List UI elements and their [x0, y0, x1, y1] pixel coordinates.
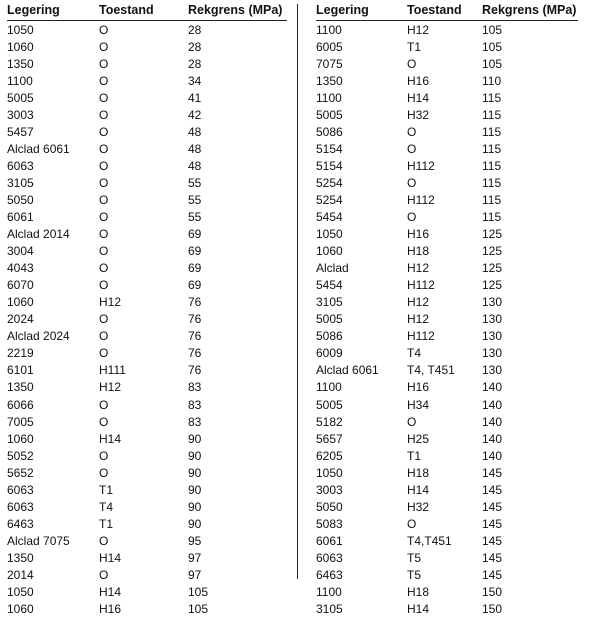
table-row — [7, 294, 287, 311]
cell-rekgrens: 140 — [482, 379, 502, 396]
cell-rekgrens: 145 — [482, 533, 502, 550]
cell-toestand: O — [99, 124, 108, 141]
cell-rekgrens: 115 — [482, 175, 501, 192]
cell-legering: 7075 — [316, 56, 343, 73]
cell-toestand: O — [99, 448, 108, 465]
cell-toestand: H18 — [407, 584, 429, 601]
table-row — [316, 379, 578, 396]
cell-legering: 1050 — [316, 465, 343, 482]
table-row — [7, 73, 287, 90]
cell-legering: 5005 — [316, 311, 343, 328]
cell-toestand: O — [99, 192, 108, 209]
cell-rekgrens: 28 — [188, 39, 201, 56]
cell-toestand: H112 — [407, 277, 435, 294]
cell-legering: 1050 — [316, 226, 343, 243]
table-row — [7, 567, 287, 584]
table-row — [316, 482, 578, 499]
table-row — [316, 243, 578, 260]
cell-rekgrens: 125 — [482, 226, 502, 243]
cell-toestand: O — [99, 243, 108, 260]
cell-legering: 1050 — [7, 22, 34, 39]
table-row — [316, 22, 578, 39]
cell-legering: 6005 — [316, 39, 343, 56]
cell-legering: 5005 — [7, 90, 34, 107]
table-row — [316, 209, 578, 226]
table-row — [316, 141, 578, 158]
table-row — [316, 107, 578, 124]
cell-rekgrens: 105 — [188, 601, 208, 618]
cell-legering: 1100 — [7, 73, 33, 90]
cell-legering: 5254 — [316, 175, 343, 192]
cell-legering: 6066 — [7, 397, 34, 414]
cell-toestand: O — [407, 209, 416, 226]
table-row — [316, 499, 578, 516]
table-row — [7, 345, 287, 362]
table-header — [7, 2, 287, 20]
cell-legering: 6061 — [316, 533, 343, 550]
cell-legering: 1350 — [7, 379, 34, 396]
cell-rekgrens: 150 — [482, 584, 502, 601]
cell-rekgrens: 115 — [482, 141, 501, 158]
cell-legering: 5657 — [316, 431, 343, 448]
cell-rekgrens: 90 — [188, 431, 201, 448]
table-row — [7, 362, 287, 379]
cell-rekgrens: 90 — [188, 516, 201, 533]
cell-rekgrens: 145 — [482, 482, 502, 499]
table-row — [316, 175, 578, 192]
cell-rekgrens: 145 — [482, 465, 502, 482]
cell-toestand: H14 — [99, 431, 121, 448]
table-row — [316, 533, 578, 550]
cell-rekgrens: 48 — [188, 158, 201, 175]
cell-toestand: T1 — [407, 39, 421, 56]
cell-legering: 5254 — [316, 192, 343, 209]
cell-legering: 3003 — [316, 482, 343, 499]
cell-legering: 5454 — [316, 209, 343, 226]
table-row — [7, 141, 287, 158]
table-row — [316, 448, 578, 465]
cell-rekgrens: 83 — [188, 414, 201, 431]
cell-legering: 5005 — [316, 397, 343, 414]
cell-legering: Alclad 2024 — [7, 328, 70, 345]
cell-legering: 4043 — [7, 260, 34, 277]
cell-legering: 5454 — [316, 277, 343, 294]
cell-legering: 3003 — [7, 107, 34, 124]
cell-toestand: T1 — [407, 448, 421, 465]
cell-toestand: H14 — [407, 601, 429, 618]
cell-legering: 2219 — [7, 345, 34, 362]
cell-toestand: H12 — [99, 379, 121, 396]
table-row — [7, 209, 287, 226]
cell-rekgrens: 28 — [188, 22, 201, 39]
table-row — [316, 56, 578, 73]
cell-toestand: H25 — [407, 431, 429, 448]
cell-toestand: H112 — [407, 158, 435, 175]
table-row — [316, 345, 578, 362]
cell-rekgrens: 69 — [188, 260, 201, 277]
cell-toestand: O — [99, 226, 108, 243]
cell-toestand: O — [99, 158, 108, 175]
table-row — [7, 550, 287, 567]
table-row — [7, 328, 287, 345]
table-row — [7, 124, 287, 141]
cell-rekgrens: 115 — [482, 158, 501, 175]
cell-legering: 6205 — [316, 448, 343, 465]
cell-rekgrens: 76 — [188, 328, 201, 345]
table-row — [7, 431, 287, 448]
cell-rekgrens: 140 — [482, 414, 502, 431]
cell-toestand: O — [99, 209, 108, 226]
cell-rekgrens: 140 — [482, 448, 502, 465]
cell-rekgrens: 115 — [482, 209, 501, 226]
cell-legering: 1060 — [7, 431, 34, 448]
cell-legering: 3105 — [7, 175, 34, 192]
table-row — [7, 90, 287, 107]
table-row — [316, 294, 578, 311]
cell-toestand: O — [99, 328, 108, 345]
cell-toestand: H12 — [407, 311, 429, 328]
left-table — [7, 2, 287, 618]
cell-rekgrens: 145 — [482, 550, 502, 567]
cell-toestand: O — [99, 73, 108, 90]
cell-toestand: H12 — [407, 294, 429, 311]
cell-legering: 5652 — [7, 465, 34, 482]
cell-rekgrens: 83 — [188, 397, 201, 414]
cell-rekgrens: 130 — [482, 311, 502, 328]
table-row — [316, 601, 578, 618]
cell-toestand: H18 — [407, 465, 429, 482]
table-row — [316, 277, 578, 294]
header-legering: Legering — [316, 2, 369, 20]
cell-toestand: T4,T451 — [407, 533, 452, 550]
cell-toestand: O — [99, 533, 108, 550]
cell-toestand: H112 — [407, 328, 435, 345]
cell-legering: 6101 — [7, 362, 34, 379]
cell-rekgrens: 130 — [482, 328, 502, 345]
cell-toestand: O — [407, 141, 416, 158]
table-row — [7, 601, 287, 618]
table-row — [7, 516, 287, 533]
cell-toestand: O — [99, 56, 108, 73]
header-rule — [7, 20, 287, 21]
cell-rekgrens: 76 — [188, 311, 201, 328]
cell-rekgrens: 69 — [188, 277, 201, 294]
cell-rekgrens: 69 — [188, 243, 201, 260]
cell-toestand: O — [99, 90, 108, 107]
cell-rekgrens: 69 — [188, 226, 201, 243]
cell-rekgrens: 145 — [482, 567, 502, 584]
header-toestand: Toestand — [99, 2, 154, 20]
cell-rekgrens: 42 — [188, 107, 201, 124]
cell-toestand: H16 — [99, 601, 121, 618]
table-row — [316, 414, 578, 431]
cell-legering: 5086 — [316, 124, 343, 141]
cell-toestand: O — [99, 414, 108, 431]
table-row — [7, 379, 287, 396]
cell-rekgrens: 95 — [188, 533, 201, 550]
table-row — [7, 226, 287, 243]
cell-toestand: T4, T451 — [407, 362, 455, 379]
cell-rekgrens: 125 — [482, 243, 502, 260]
cell-rekgrens: 105 — [482, 56, 502, 73]
cell-legering: 1060 — [7, 601, 34, 618]
cell-rekgrens: 125 — [482, 260, 502, 277]
table-row — [316, 397, 578, 414]
cell-rekgrens: 115 — [482, 192, 501, 209]
table-row — [316, 465, 578, 482]
cell-legering: Alclad — [316, 260, 349, 277]
table-row — [7, 414, 287, 431]
cell-rekgrens: 130 — [482, 345, 502, 362]
table-row — [7, 533, 287, 550]
table-row — [316, 567, 578, 584]
cell-legering: 2024 — [7, 311, 34, 328]
cell-toestand: H111 — [99, 362, 126, 379]
cell-legering: 3105 — [316, 294, 343, 311]
table-row — [7, 277, 287, 294]
table-row — [316, 260, 578, 277]
table-row — [316, 226, 578, 243]
table-row — [7, 107, 287, 124]
table-row — [7, 448, 287, 465]
table-row — [316, 73, 578, 90]
table-row — [7, 192, 287, 209]
cell-toestand: O — [407, 414, 416, 431]
cell-legering: 1100 — [316, 90, 342, 107]
cell-legering: 1060 — [7, 294, 34, 311]
cell-legering: 6463 — [316, 567, 343, 584]
table-row — [7, 56, 287, 73]
cell-rekgrens: 145 — [482, 499, 502, 516]
cell-rekgrens: 48 — [188, 124, 201, 141]
cell-toestand: O — [99, 277, 108, 294]
table-row — [316, 39, 578, 56]
cell-rekgrens: 105 — [482, 22, 502, 39]
cell-rekgrens: 110 — [482, 73, 501, 90]
cell-legering: 3105 — [316, 601, 343, 618]
cell-legering: 5086 — [316, 328, 343, 345]
table-row — [316, 124, 578, 141]
cell-legering: 6009 — [316, 345, 343, 362]
cell-rekgrens: 48 — [188, 141, 201, 158]
table-row — [316, 311, 578, 328]
cell-toestand: H12 — [99, 294, 121, 311]
cell-toestand: O — [99, 465, 108, 482]
cell-toestand: T5 — [407, 567, 421, 584]
cell-toestand: O — [99, 345, 108, 362]
cell-legering: 5050 — [7, 192, 34, 209]
table-row — [316, 516, 578, 533]
table-row — [7, 499, 287, 516]
cell-rekgrens: 97 — [188, 567, 201, 584]
table-row — [7, 243, 287, 260]
table-row — [7, 39, 287, 56]
cell-toestand: H16 — [407, 379, 429, 396]
cell-rekgrens: 83 — [188, 379, 201, 396]
cell-legering: Alclad 2014 — [7, 226, 70, 243]
cell-rekgrens: 150 — [482, 601, 502, 618]
cell-legering: Alclad 7075 — [7, 533, 70, 550]
cell-toestand: O — [99, 39, 108, 56]
cell-legering: Alclad 6061 — [316, 362, 379, 379]
cell-toestand: H14 — [99, 550, 121, 567]
cell-rekgrens: 115 — [482, 124, 501, 141]
cell-rekgrens: 28 — [188, 56, 201, 73]
cell-toestand: H12 — [407, 22, 429, 39]
cell-legering: 1060 — [316, 243, 343, 260]
cell-legering: 6070 — [7, 277, 34, 294]
table-body — [7, 22, 287, 618]
cell-rekgrens: 90 — [188, 465, 201, 482]
cell-toestand: H14 — [407, 482, 429, 499]
header-rekgrens: Rekgrens (MPa) — [188, 2, 282, 20]
cell-rekgrens: 90 — [188, 499, 201, 516]
table-body — [316, 22, 578, 618]
cell-legering: 5005 — [316, 107, 343, 124]
cell-toestand: O — [99, 22, 108, 39]
cell-rekgrens: 55 — [188, 175, 201, 192]
table-row — [7, 311, 287, 328]
cell-legering: 1350 — [7, 550, 34, 567]
cell-legering: 1350 — [7, 56, 34, 73]
cell-legering: 6063 — [7, 482, 34, 499]
cell-legering: 7005 — [7, 414, 34, 431]
cell-toestand: H12 — [407, 260, 429, 277]
cell-rekgrens: 115 — [482, 90, 501, 107]
cell-toestand: O — [407, 175, 416, 192]
cell-legering: 5182 — [316, 414, 343, 431]
cell-toestand: H34 — [407, 397, 429, 414]
table-row — [7, 158, 287, 175]
cell-toestand: H32 — [407, 499, 429, 516]
cell-rekgrens: 55 — [188, 209, 201, 226]
cell-legering: 6463 — [7, 516, 34, 533]
cell-toestand: H16 — [407, 73, 429, 90]
cell-toestand: O — [407, 516, 416, 533]
cell-rekgrens: 105 — [482, 39, 502, 56]
cell-toestand: T4 — [99, 499, 113, 516]
cell-toestand: O — [99, 567, 108, 584]
cell-rekgrens: 145 — [482, 516, 502, 533]
cell-legering: 5154 — [316, 141, 343, 158]
cell-rekgrens: 97 — [188, 550, 201, 567]
table-row — [316, 158, 578, 175]
cell-legering: 5050 — [316, 499, 343, 516]
cell-toestand: O — [99, 141, 108, 158]
cell-legering: 1060 — [7, 39, 34, 56]
table-row — [316, 192, 578, 209]
cell-rekgrens: 140 — [482, 431, 502, 448]
cell-toestand: O — [99, 397, 108, 414]
cell-rekgrens: 140 — [482, 397, 502, 414]
cell-rekgrens: 76 — [188, 345, 201, 362]
cell-legering: 3004 — [7, 243, 34, 260]
cell-toestand: H18 — [407, 243, 429, 260]
cell-toestand: O — [407, 56, 416, 73]
header-legering: Legering — [7, 2, 60, 20]
cell-legering: 5083 — [316, 516, 343, 533]
header-rekgrens: Rekgrens (MPa) — [482, 2, 576, 20]
table-row — [7, 22, 287, 39]
cell-toestand: H14 — [407, 90, 429, 107]
cell-legering: 5154 — [316, 158, 343, 175]
cell-legering: 5052 — [7, 448, 34, 465]
cell-rekgrens: 90 — [188, 482, 201, 499]
column-divider — [297, 4, 298, 579]
cell-legering: 1050 — [7, 584, 34, 601]
cell-legering: 1100 — [316, 22, 342, 39]
cell-legering: 2014 — [7, 567, 34, 584]
cell-rekgrens: 115 — [482, 107, 501, 124]
table-header — [316, 2, 578, 20]
cell-rekgrens: 130 — [482, 294, 502, 311]
cell-toestand: O — [407, 124, 416, 141]
cell-legering: 1100 — [316, 584, 342, 601]
cell-toestand: H14 — [99, 584, 121, 601]
cell-toestand: O — [99, 311, 108, 328]
table-row — [7, 175, 287, 192]
cell-legering: 6063 — [7, 158, 34, 175]
cell-rekgrens: 55 — [188, 192, 201, 209]
cell-toestand: H112 — [407, 192, 435, 209]
cell-toestand: O — [99, 175, 108, 192]
cell-rekgrens: 76 — [188, 362, 201, 379]
cell-legering: 6063 — [316, 550, 343, 567]
cell-toestand: T1 — [99, 482, 113, 499]
table-row — [316, 362, 578, 379]
cell-legering: 6061 — [7, 209, 34, 226]
cell-legering: 6063 — [7, 499, 34, 516]
cell-toestand: O — [99, 107, 108, 124]
header-toestand: Toestand — [407, 2, 462, 20]
table-row — [316, 550, 578, 567]
cell-rekgrens: 130 — [482, 362, 502, 379]
cell-toestand: T4 — [407, 345, 421, 362]
cell-rekgrens: 41 — [188, 90, 201, 107]
cell-legering: 1350 — [316, 73, 343, 90]
cell-rekgrens: 90 — [188, 448, 201, 465]
cell-rekgrens: 105 — [188, 584, 208, 601]
table-row — [7, 465, 287, 482]
cell-toestand: T1 — [99, 516, 113, 533]
cell-toestand: H16 — [407, 226, 429, 243]
cell-rekgrens: 76 — [188, 294, 201, 311]
table-row — [7, 397, 287, 414]
cell-legering: Alclad 6061 — [7, 141, 70, 158]
right-table — [316, 2, 578, 618]
table-row — [7, 482, 287, 499]
table-row — [316, 90, 578, 107]
header-rule — [316, 20, 578, 21]
table-row — [316, 431, 578, 448]
cell-toestand: T5 — [407, 550, 421, 567]
table-row — [7, 260, 287, 277]
cell-rekgrens: 34 — [188, 73, 201, 90]
cell-rekgrens: 125 — [482, 277, 502, 294]
cell-toestand: O — [99, 260, 108, 277]
table-row — [316, 328, 578, 345]
cell-legering: 5457 — [7, 124, 34, 141]
cell-legering: 1100 — [316, 379, 342, 396]
cell-toestand: H32 — [407, 107, 429, 124]
